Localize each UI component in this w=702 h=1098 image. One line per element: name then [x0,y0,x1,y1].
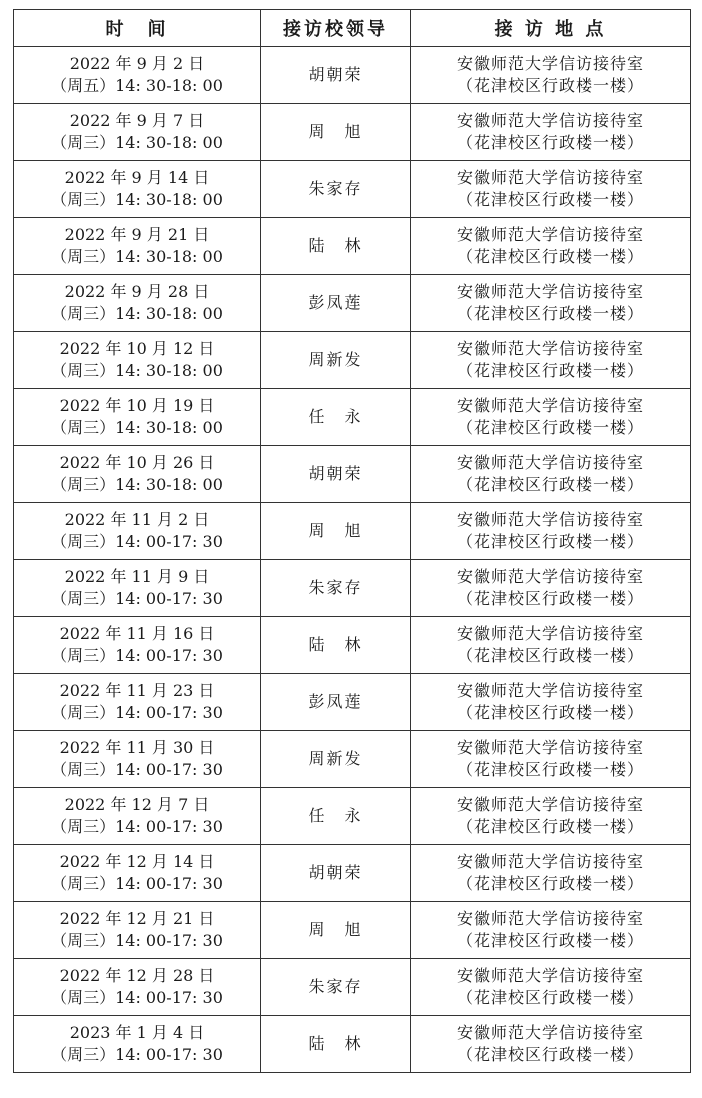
header-place: 接 访 地 点 [411,10,691,47]
place-cell [411,902,691,959]
time-cell [14,389,261,446]
leader-cell [261,902,411,959]
time-cell [14,1016,261,1073]
visit-period: （周三）14: 30-18: 00 [51,361,223,380]
leader-name: 朱家存 [308,578,363,597]
visit-schedule-table [13,9,691,1073]
place-building: （花津校区行政楼一楼） [456,703,644,722]
place-cell [411,503,691,560]
visit-date: 2022 年 9 月 28 日 [64,282,210,301]
place-building: （花津校区行政楼一楼） [456,190,644,209]
leader-name: 陆 林 [308,1034,363,1053]
visit-date: 2022 年 9 月 21 日 [64,225,210,244]
table-row [14,389,691,446]
table-body [14,47,691,1073]
time-cell [14,104,261,161]
leader-cell [261,218,411,275]
table-row [14,731,691,788]
place-cell [411,959,691,1016]
time-cell [14,275,261,332]
leader-name: 胡朝荣 [308,464,363,483]
leader-cell [261,161,411,218]
visit-date: 2022 年 12 月 28 日 [59,966,215,985]
place-office: 安徽师范大学信访接待室 [456,567,644,586]
header-row [14,10,691,47]
leader-cell [261,731,411,788]
leader-cell [261,845,411,902]
leader-cell [261,674,411,731]
visit-date: 2022 年 9 月 7 日 [69,111,205,130]
place-office: 安徽师范大学信访接待室 [456,54,644,73]
place-office: 安徽师范大学信访接待室 [456,111,644,130]
visit-period: （周五）14: 30-18: 00 [51,76,223,95]
leader-cell [261,389,411,446]
place-office: 安徽师范大学信访接待室 [456,624,644,643]
visit-period: （周三）14: 30-18: 00 [51,247,223,266]
place-office: 安徽师范大学信访接待室 [456,225,644,244]
place-office: 安徽师范大学信访接待室 [456,681,644,700]
place-building: （花津校区行政楼一楼） [456,817,644,836]
time-cell [14,959,261,1016]
table-row [14,959,691,1016]
leader-name: 彭凤莲 [308,293,363,312]
time-cell [14,503,261,560]
place-office: 安徽师范大学信访接待室 [456,795,644,814]
time-cell [14,446,261,503]
visit-period: （周三）14: 00-17: 30 [51,874,223,893]
visit-period: （周三）14: 00-17: 30 [51,760,223,779]
place-cell [411,617,691,674]
leader-cell [261,1016,411,1073]
place-building: （花津校区行政楼一楼） [456,931,644,950]
visit-period: （周三）14: 00-17: 30 [51,589,223,608]
table-row [14,218,691,275]
time-cell [14,47,261,104]
leader-cell [261,332,411,389]
leader-name: 周新发 [308,350,363,369]
place-office: 安徽师范大学信访接待室 [456,168,644,187]
leader-name: 任 永 [308,806,363,825]
visit-date: 2022 年 11 月 9 日 [64,567,210,586]
time-cell [14,674,261,731]
time-cell [14,731,261,788]
visit-date: 2022 年 11 月 23 日 [59,681,215,700]
table-row [14,845,691,902]
visit-period: （周三）14: 00-17: 30 [51,646,223,665]
place-cell [411,845,691,902]
visit-period: （周三）14: 30-18: 00 [51,133,223,152]
time-cell [14,161,261,218]
time-cell [14,617,261,674]
visit-period: （周三）14: 00-17: 30 [51,931,223,950]
header-leader: 接访校领导 [261,10,411,47]
table-row [14,560,691,617]
visit-period: （周三）14: 00-17: 30 [51,988,223,1007]
table-row [14,104,691,161]
visit-date: 2022 年 9 月 2 日 [69,54,205,73]
place-office: 安徽师范大学信访接待室 [456,396,644,415]
leader-cell [261,104,411,161]
place-cell [411,332,691,389]
place-building: （花津校区行政楼一楼） [456,475,644,494]
visit-period: （周三）14: 30-18: 00 [51,304,223,323]
table-row [14,617,691,674]
place-cell [411,47,691,104]
place-cell [411,731,691,788]
visit-period: （周三）14: 00-17: 30 [51,817,223,836]
leader-name: 周 旭 [308,521,363,540]
visit-date: 2022 年 9 月 14 日 [64,168,210,187]
leader-cell [261,560,411,617]
place-building: （花津校区行政楼一楼） [456,361,644,380]
place-building: （花津校区行政楼一楼） [456,304,644,323]
place-office: 安徽师范大学信访接待室 [456,1023,644,1042]
place-cell [411,104,691,161]
leader-name: 任 永 [308,407,363,426]
leader-cell [261,788,411,845]
visit-date: 2022 年 10 月 19 日 [59,396,215,415]
leader-cell [261,617,411,674]
time-cell [14,332,261,389]
visit-date: 2022 年 10 月 26 日 [59,453,215,472]
time-cell [14,902,261,959]
table-row [14,446,691,503]
time-cell [14,845,261,902]
place-office: 安徽师范大学信访接待室 [456,510,644,529]
place-cell [411,275,691,332]
place-office: 安徽师范大学信访接待室 [456,852,644,871]
visit-date: 2023 年 1 月 4 日 [69,1023,205,1042]
visit-date: 2022 年 11 月 30 日 [59,738,215,757]
place-building: （花津校区行政楼一楼） [456,1045,644,1064]
leader-cell [261,47,411,104]
time-cell [14,218,261,275]
visit-period: （周三）14: 30-18: 00 [51,190,223,209]
leader-name: 陆 林 [308,236,363,255]
place-building: （花津校区行政楼一楼） [456,760,644,779]
visit-period: （周三）14: 00-17: 30 [51,703,223,722]
table-row [14,332,691,389]
place-cell [411,389,691,446]
time-cell [14,788,261,845]
table-row [14,902,691,959]
place-office: 安徽师范大学信访接待室 [456,909,644,928]
place-office: 安徽师范大学信访接待室 [456,966,644,985]
leader-name: 胡朝荣 [308,863,363,882]
table-row [14,503,691,560]
leader-name: 周 旭 [308,920,363,939]
table-row [14,275,691,332]
visit-date: 2022 年 10 月 12 日 [59,339,215,358]
leader-cell [261,503,411,560]
place-building: （花津校区行政楼一楼） [456,589,644,608]
leader-name: 周 旭 [308,122,363,141]
visit-period: （周三）14: 00-17: 30 [51,532,223,551]
visit-period: （周三）14: 30-18: 00 [51,418,223,437]
place-building: （花津校区行政楼一楼） [456,418,644,437]
place-office: 安徽师范大学信访接待室 [456,282,644,301]
visit-date: 2022 年 12 月 21 日 [59,909,215,928]
visit-date: 2022 年 12 月 7 日 [64,795,210,814]
table-header [14,10,691,47]
place-cell [411,1016,691,1073]
place-office: 安徽师范大学信访接待室 [456,453,644,472]
place-cell [411,674,691,731]
place-cell [411,560,691,617]
header-time: 时 间 [14,10,261,47]
leader-cell [261,959,411,1016]
leader-name: 周新发 [308,749,363,768]
table-row [14,674,691,731]
place-cell [411,446,691,503]
time-cell [14,560,261,617]
table-row [14,788,691,845]
table-row [14,1016,691,1073]
visit-date: 2022 年 11 月 2 日 [64,510,210,529]
leader-name: 朱家存 [308,179,363,198]
leader-cell [261,275,411,332]
place-building: （花津校区行政楼一楼） [456,532,644,551]
table-row [14,47,691,104]
leader-name: 朱家存 [308,977,363,996]
table-row [14,161,691,218]
place-building: （花津校区行政楼一楼） [456,988,644,1007]
place-building: （花津校区行政楼一楼） [456,76,644,95]
place-cell [411,161,691,218]
visit-date: 2022 年 12 月 14 日 [59,852,215,871]
leader-name: 陆 林 [308,635,363,654]
leader-name: 彭凤莲 [308,692,363,711]
place-building: （花津校区行政楼一楼） [456,133,644,152]
place-cell [411,788,691,845]
place-building: （花津校区行政楼一楼） [456,646,644,665]
place-building: （花津校区行政楼一楼） [456,247,644,266]
place-office: 安徽师范大学信访接待室 [456,738,644,757]
visit-period: （周三）14: 00-17: 30 [51,1045,223,1064]
leader-name: 胡朝荣 [308,65,363,84]
visit-date: 2022 年 11 月 16 日 [59,624,215,643]
place-cell [411,218,691,275]
visit-period: （周三）14: 30-18: 00 [51,475,223,494]
place-building: （花津校区行政楼一楼） [456,874,644,893]
place-office: 安徽师范大学信访接待室 [456,339,644,358]
leader-cell [261,446,411,503]
